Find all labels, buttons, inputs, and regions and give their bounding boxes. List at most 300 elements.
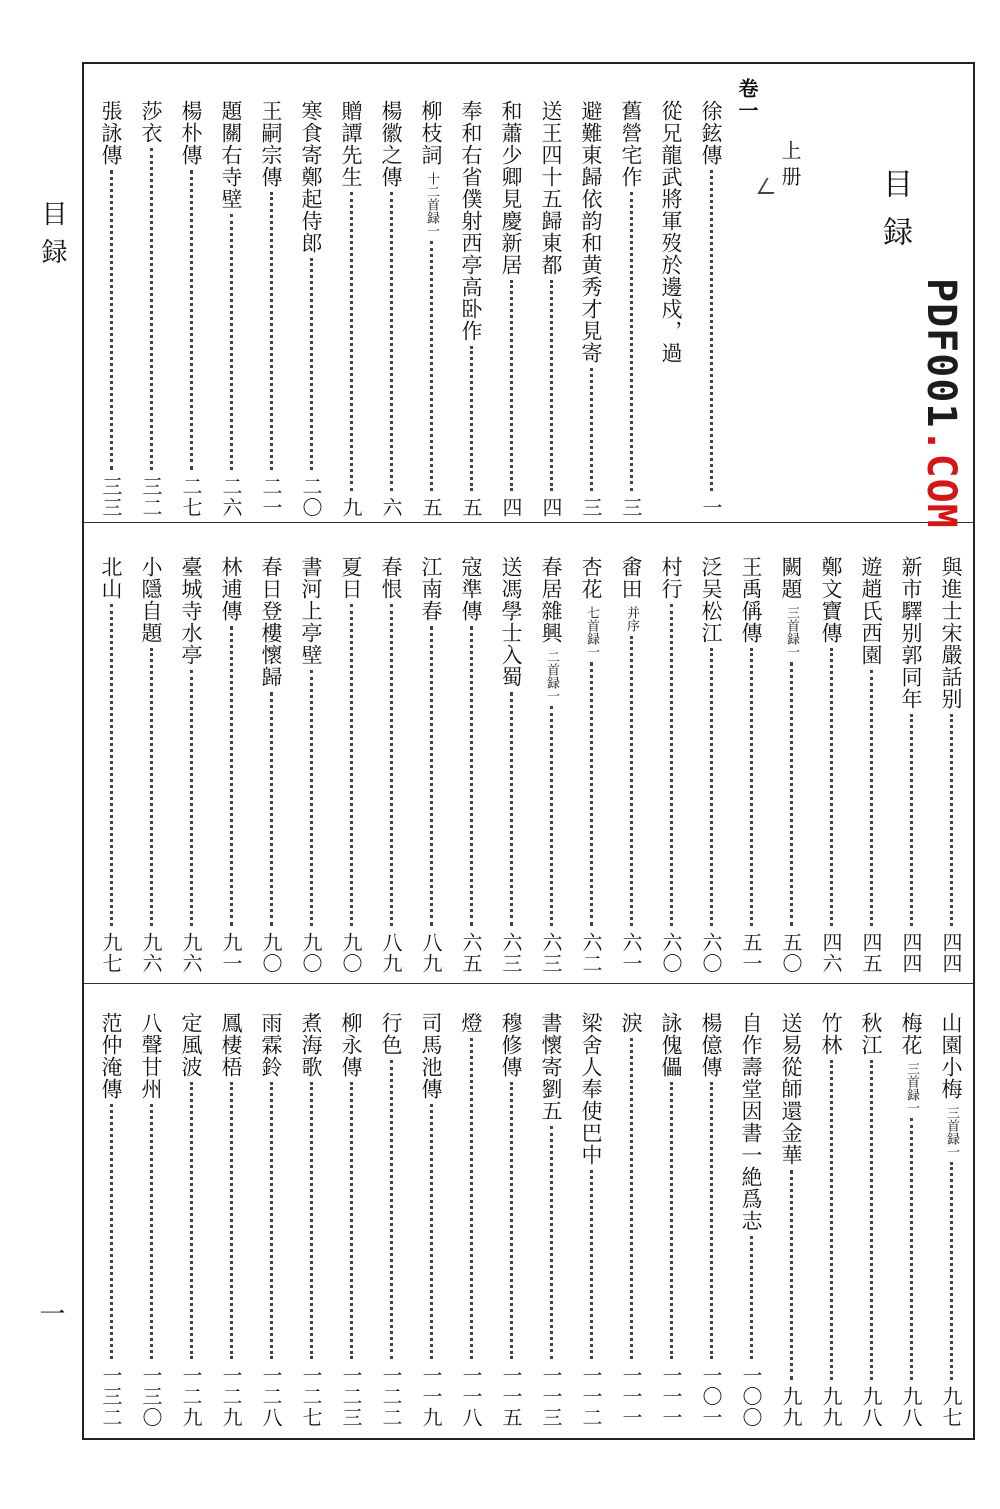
toc-entry <box>817 1012 845 1428</box>
toc-entry-title <box>137 1012 165 1100</box>
toc-entry-title <box>97 556 125 600</box>
toc-page-number: 八九 <box>379 932 403 974</box>
toc-entry-note: 三首録一 <box>904 1062 919 1114</box>
toc-entry-title-text: 闕題 <box>779 556 803 600</box>
toc-entry-title-text: 泛吴松江 <box>699 556 723 644</box>
toc-entry <box>257 556 285 974</box>
toc-entry-title <box>97 100 125 166</box>
toc-entry-title-text: 書河上亭壁 <box>299 556 323 666</box>
toc-leader-dots <box>710 648 713 926</box>
toc-entry-title <box>217 556 245 622</box>
toc-page-number: 九七 <box>939 1386 963 1428</box>
toc-entry <box>457 1012 485 1428</box>
toc-page-number: 一二二 <box>379 1365 403 1428</box>
toc-entry <box>137 100 165 518</box>
toc-entry-title-text: 燈 <box>459 1012 483 1034</box>
toc-entry-title-text: 夏日 <box>339 556 363 600</box>
toc-entry <box>737 556 765 974</box>
toc-entry-title-text: 寇準傳 <box>459 556 483 622</box>
toc-page-number: 五〇 <box>779 932 803 974</box>
toc-page-number: 九〇 <box>259 932 283 974</box>
toc-page-number: 一二八 <box>259 1365 283 1428</box>
toc-page-number: 九九 <box>779 1386 803 1428</box>
toc-entry-title-text: 秋江 <box>859 1012 883 1056</box>
toc-page-number: 一二七 <box>299 1365 323 1428</box>
volume-label: 上册 <box>778 140 802 192</box>
toc-entry-note: 三首録一 <box>944 1106 959 1158</box>
toc-page-number: 五一 <box>739 932 763 974</box>
toc-entry-title <box>297 1012 325 1078</box>
toc-entry-title-text: 自作壽堂因書一絶爲志 <box>739 1012 763 1232</box>
toc-entry <box>937 556 965 974</box>
toc-entry <box>697 556 725 974</box>
toc-entry-title-text: 春日登樓懷歸 <box>259 556 283 688</box>
toc-leader-dots <box>790 1170 793 1380</box>
toc-page-number: 五 <box>459 497 483 518</box>
toc-leader-dots <box>750 1236 753 1359</box>
toc-leader-dots <box>870 670 873 926</box>
toc-entry <box>617 100 645 518</box>
toc-entry-title-text: 煮海歌 <box>299 1012 323 1078</box>
toc-leader-dots <box>270 192 273 470</box>
toc-entry-title <box>537 1012 565 1122</box>
toc-entry-title-text: 穆修傳 <box>499 1012 523 1078</box>
toc-page-number: 九七 <box>99 932 123 974</box>
toc-leader-dots <box>350 1082 353 1359</box>
toc-entry-title <box>657 100 685 364</box>
toc-entry-title-text: 舊營宅作 <box>619 100 643 188</box>
toc-leader-dots <box>390 192 393 491</box>
toc-entry <box>297 556 325 974</box>
toc-page-number: 六三 <box>539 932 563 974</box>
toc-entry <box>537 1012 565 1428</box>
toc-page-number: 二六 <box>219 476 243 518</box>
toc-entry-title <box>577 100 605 364</box>
toc-entry <box>217 100 245 518</box>
toc-entry-title-text: 送馮學士入蜀 <box>499 556 523 688</box>
toc-entry-title-text: 春恨 <box>379 556 403 600</box>
toc-entry <box>217 556 245 974</box>
toc-entry-title-text: 淚 <box>619 1012 643 1034</box>
toc-entry <box>457 556 485 974</box>
toc-entry <box>617 1012 645 1428</box>
toc-entry-title <box>857 1012 885 1056</box>
toc-entry-title-text: 鳳棲梧 <box>219 1012 243 1078</box>
toc-page-number: 三 <box>619 497 643 518</box>
toc-entry-title-text: 竹林 <box>819 1012 843 1056</box>
toc-entry-title <box>257 100 285 188</box>
chapter-label: 卷一 <box>735 78 759 122</box>
toc-entry-note: 七首録一 <box>584 606 599 658</box>
toc-page-number: 一 <box>699 497 723 518</box>
toc-entry <box>857 556 885 974</box>
toc-entry-title-text: 與進士宋嚴話别 <box>939 556 963 710</box>
toc-entry-title <box>337 556 365 600</box>
toc-leader-dots <box>230 626 233 926</box>
toc-entry-title <box>897 556 925 710</box>
toc-leader-dots <box>670 604 673 926</box>
toc-entry-title <box>937 556 965 710</box>
toc-leader-dots <box>630 192 633 491</box>
toc-entry-title <box>697 100 725 166</box>
toc-page-number: 三三 <box>99 476 123 518</box>
toc-page-number: 四五 <box>859 932 883 974</box>
toc-page-number: 一一五 <box>499 1365 523 1428</box>
toc-leader-dots <box>710 170 713 491</box>
toc-page-number: 一〇〇 <box>739 1365 763 1428</box>
toc-entry-title <box>137 100 165 144</box>
toc-entry-title <box>457 100 485 342</box>
toc-leader-dots <box>470 346 473 491</box>
toc-entry <box>137 1012 165 1428</box>
toc-entry <box>697 1012 725 1428</box>
toc-entry-title-text: 梁舍人奉使巴中 <box>579 1012 603 1166</box>
toc-entry <box>97 100 125 518</box>
toc-entry-title-text: 畬田 <box>619 556 643 600</box>
toc-entry-title-text: 送王四十五歸東都 <box>539 100 563 276</box>
watermark-logo <box>918 278 964 529</box>
toc-entry-title-text: 寒食寄鄭起侍郎 <box>299 100 323 254</box>
toc-entry-title <box>897 1012 925 1114</box>
toc-entry <box>377 100 405 518</box>
toc-leader-dots <box>630 636 633 926</box>
toc-entry-title <box>737 556 765 644</box>
toc-entry <box>577 100 605 518</box>
toc-page-number: 九八 <box>859 1386 883 1428</box>
toc-page-number: 一二九 <box>179 1365 203 1428</box>
toc-entry-title <box>577 556 605 658</box>
toc-leader-dots <box>270 692 273 926</box>
toc-leader-dots <box>310 1082 313 1359</box>
toc-entry-title-text: 詠傀儡 <box>659 1012 683 1078</box>
toc-page-number: 一二九 <box>219 1365 243 1428</box>
toc-entry-title <box>497 1012 525 1078</box>
toc-entry-title <box>177 100 205 166</box>
toc-leader-dots <box>550 706 553 926</box>
toc-entry-title <box>777 556 805 658</box>
toc-entry-title <box>617 100 645 188</box>
toc-leader-dots <box>110 604 113 926</box>
toc-entry-title-text: 臺城寺水亭 <box>179 556 203 666</box>
toc-entry <box>377 1012 405 1428</box>
toc-entry-title-text: 八聲甘州 <box>139 1012 163 1100</box>
toc-page-number: 一三二 <box>99 1365 123 1428</box>
toc-leader-dots <box>390 1060 393 1359</box>
toc-entry-title-text: 雨霖鈴 <box>259 1012 283 1078</box>
toc-leader-dots <box>310 258 313 470</box>
toc-entry <box>897 1012 925 1428</box>
toc-leader-dots <box>350 604 353 926</box>
toc-entry <box>417 556 445 974</box>
toc-leader-dots <box>190 670 193 926</box>
toc-page-number: 九六 <box>139 932 163 974</box>
toc-leader-dots <box>310 670 313 926</box>
toc-page-number: 一一二 <box>579 1365 603 1428</box>
toc-entry-title-text: 避難東歸依韵和黄秀才見寄 <box>579 100 603 364</box>
toc-page-number: 三二 <box>139 476 163 518</box>
toc-entry-title-text: 北山 <box>99 556 123 600</box>
toc-leader-dots <box>150 1104 153 1359</box>
toc-entry <box>577 556 605 974</box>
toc-entry-title <box>417 100 445 237</box>
toc-entry-title-text: 定風波 <box>179 1012 203 1078</box>
toc-entry-title <box>137 556 165 644</box>
toc-entry-title <box>377 1012 405 1056</box>
toc-entry-title <box>497 100 525 276</box>
toc-entry <box>177 556 205 974</box>
toc-entry-title-text: 杏花 <box>579 556 603 600</box>
toc-entry <box>177 1012 205 1428</box>
toc-entry <box>657 556 685 974</box>
toc-page-number: 五 <box>419 497 443 518</box>
toc-leader-dots <box>430 626 433 926</box>
toc-page-number: 六 <box>379 497 403 518</box>
toc-entry <box>817 556 845 974</box>
toc-leader-dots <box>830 648 833 926</box>
toc-entry-title-text: 和蕭少卿見慶新居 <box>499 100 523 276</box>
toc-leader-dots <box>350 192 353 491</box>
toc-page-number: 九 <box>339 497 363 518</box>
toc-entry-title <box>537 556 565 702</box>
toc-entry-title <box>817 556 845 644</box>
margin-section-label: 目録 <box>37 200 67 276</box>
toc-leader-dots <box>630 1038 633 1359</box>
toc-entry-title <box>417 556 445 622</box>
toc-entry-title <box>657 1012 685 1078</box>
toc-entry-title-text: 書懷寄劉五 <box>539 1012 563 1122</box>
toc-entry-title <box>177 1012 205 1078</box>
toc-entry-title <box>257 556 285 688</box>
toc-entry <box>777 1012 805 1428</box>
toc-entry-note: 十二首録一 <box>424 172 439 237</box>
toc-entry-title-text: 題關右寺壁 <box>219 100 243 210</box>
toc-entry <box>617 556 645 974</box>
toc-entry <box>417 1012 445 1428</box>
toc-entry-title <box>657 556 685 600</box>
toc-entry-title-text: 奉和右省僕射西亭高卧作 <box>459 100 483 342</box>
toc-entry <box>457 100 485 518</box>
toc-page-number: 九八 <box>899 1386 923 1428</box>
toc-entry <box>497 556 525 974</box>
toc-page-number: 二〇 <box>299 476 323 518</box>
toc-entry-title <box>857 556 885 666</box>
toc-entry <box>257 100 285 518</box>
toc-entry-title <box>297 100 325 254</box>
toc-entry-title-text: 村行 <box>659 556 683 600</box>
toc-entry-title-text: 王禹偁傳 <box>739 556 763 644</box>
toc-entry <box>537 556 565 974</box>
toc-entry <box>497 100 525 518</box>
toc-entry-note: 并序 <box>624 606 639 632</box>
toc-page-number: 四六 <box>819 932 843 974</box>
toc-entry-title <box>377 556 405 600</box>
toc-leader-dots <box>710 1082 713 1359</box>
toc-entry-note: 三首録一 <box>784 606 799 658</box>
toc-entry <box>737 1012 765 1428</box>
toc-entry-title <box>697 556 725 644</box>
toc-entry <box>417 100 445 518</box>
toc-page-number: 一一九 <box>419 1365 443 1428</box>
toc-entry-title-text: 從兄龍武將軍歿於邊戍，過 <box>659 100 683 364</box>
watermark-text-b: .COM <box>918 428 964 529</box>
toc-page-number: 一〇一 <box>699 1365 723 1428</box>
toc-page-number: 二七 <box>179 476 203 518</box>
toc-entry <box>537 100 565 518</box>
toc-entry-title-text: 山園小梅 <box>939 1012 963 1100</box>
toc-entry-title-text: 贈譚先生 <box>339 100 363 188</box>
toc-entry-title <box>777 1012 805 1166</box>
toc-entry-title-text: 新市驛别郭同年 <box>899 556 923 710</box>
toc-leader-dots <box>550 280 553 491</box>
toc-entry <box>857 1012 885 1428</box>
toc-entry-title-text: 楊徽之傳 <box>379 100 403 188</box>
toc-page-number: 六〇 <box>699 932 723 974</box>
toc-leader-dots <box>590 1170 593 1359</box>
toc-leader-dots <box>870 1060 873 1380</box>
toc-entry-title <box>337 100 365 188</box>
toc-leader-dots <box>270 1082 273 1359</box>
toc-page-number: 四 <box>539 497 563 518</box>
section-divider <box>84 522 973 523</box>
toc-entry <box>897 556 925 974</box>
toc-entry-title-text: 司馬池傳 <box>419 1012 443 1100</box>
toc-entry-title-text: 莎衣 <box>139 100 163 144</box>
toc-entry-title <box>177 556 205 666</box>
toc-entry-title-text: 范仲淹傳 <box>99 1012 123 1100</box>
toc-leader-dots <box>230 1082 233 1359</box>
toc-entry-title <box>497 556 525 688</box>
toc-leader-dots <box>750 648 753 926</box>
toc-leader-dots <box>110 170 113 470</box>
toc-entry <box>337 100 365 518</box>
toc-entry-title-text: 遊趙氏西園 <box>859 556 883 666</box>
toc-leader-dots <box>830 1060 833 1380</box>
toc-leader-dots <box>470 626 473 926</box>
toc-entry-title <box>377 100 405 188</box>
toc-leader-dots <box>950 1162 953 1380</box>
toc-entry <box>497 1012 525 1428</box>
toc-leader-dots <box>910 1118 913 1380</box>
section-divider <box>84 983 973 984</box>
toc-entry <box>97 556 125 974</box>
toc-entry-title <box>617 556 645 632</box>
toc-entry-title <box>817 1012 845 1056</box>
toc-entry-title <box>297 556 325 666</box>
page-title: 目録 <box>877 168 912 264</box>
toc-leader-dots <box>590 368 593 491</box>
toc-page-number: 一三〇 <box>139 1365 163 1428</box>
toc-entry <box>257 1012 285 1428</box>
toc-entry <box>377 556 405 974</box>
margin-page-number: 一 <box>35 1300 65 1326</box>
toc-leader-dots <box>150 648 153 926</box>
toc-entry-title-text: 行色 <box>379 1012 403 1056</box>
toc-entry-title-text: 楊朴傳 <box>179 100 203 166</box>
toc-leader-dots <box>190 170 193 470</box>
toc-entry-title <box>217 1012 245 1078</box>
toc-entry-title-text: 楊億傳 <box>699 1012 723 1078</box>
toc-leader-dots <box>550 1126 553 1359</box>
toc-entry <box>657 1012 685 1428</box>
toc-page-number: 一一三 <box>539 1365 563 1428</box>
toc-entry-title <box>457 556 485 622</box>
toc-page-number: 四 <box>499 497 523 518</box>
toc-page-number: 六〇 <box>659 932 683 974</box>
toc-entry <box>937 1012 965 1428</box>
toc-page-number: 八九 <box>419 932 443 974</box>
toc-leader-dots <box>150 148 153 470</box>
toc-leader-dots <box>110 1104 113 1359</box>
toc-entry-title-text: 送易從師還金華 <box>779 1012 803 1166</box>
toc-entry-title <box>217 100 245 210</box>
toc-page-number: 六五 <box>459 932 483 974</box>
toc-entry <box>217 1012 245 1428</box>
toc-entry <box>297 100 325 518</box>
toc-entry <box>337 1012 365 1428</box>
toc-entry-title <box>697 1012 725 1078</box>
toc-leader-dots <box>430 1104 433 1359</box>
toc-leader-dots <box>790 662 793 926</box>
toc-entry <box>777 556 805 974</box>
toc-entry <box>97 1012 125 1428</box>
toc-entry-title-text: 王嗣宗傳 <box>259 100 283 188</box>
toc-entry-title <box>337 1012 365 1078</box>
toc-page-number: 九一 <box>219 932 243 974</box>
toc-leader-dots <box>190 1082 193 1359</box>
toc-page-number: 九九 <box>819 1386 843 1428</box>
toc-page-number: 六二 <box>579 932 603 974</box>
toc-entry-title <box>577 1012 605 1166</box>
toc-page-number: 一二三 <box>339 1365 363 1428</box>
toc-leader-dots <box>950 714 953 926</box>
toc-entry-title-text: 徐鉉傳 <box>699 100 723 166</box>
toc-page-number: 一一八 <box>459 1365 483 1428</box>
toc-entry <box>297 1012 325 1428</box>
toc-leader-dots <box>430 241 433 491</box>
toc-leader-dots <box>470 1038 473 1359</box>
toc-entry-title-text: 林逋傳 <box>219 556 243 622</box>
toc-page-number: 六三 <box>499 932 523 974</box>
toc-leader-dots <box>590 662 593 926</box>
toc-entry-title-text: 柳枝詞 <box>419 100 443 166</box>
toc-entry-title <box>417 1012 445 1100</box>
toc-entry-title-text: 江南春 <box>419 556 443 622</box>
toc-entry-title-text: 鄭文寶傳 <box>819 556 843 644</box>
toc-page-number: 九〇 <box>339 932 363 974</box>
toc-leader-dots <box>670 1082 673 1359</box>
toc-entry-title <box>737 1012 765 1232</box>
toc-entry <box>137 556 165 974</box>
toc-page-number: 四四 <box>899 932 923 974</box>
toc-entry-title-text: 梅花 <box>899 1012 923 1056</box>
toc-entry <box>177 100 205 518</box>
toc-page-number: 二一 <box>259 476 283 518</box>
toc-entry <box>657 100 685 518</box>
toc-leader-dots <box>510 1082 513 1359</box>
toc-entry-title <box>97 1012 125 1100</box>
toc-page-number: 九〇 <box>299 932 323 974</box>
toc-page-number: 四四 <box>939 932 963 974</box>
toc-entry-title <box>937 1012 965 1158</box>
watermark-text-a: PDF001 <box>918 278 964 429</box>
toc-entry-title-text: 春居雜興 <box>539 556 563 644</box>
toc-leader-dots <box>510 280 513 491</box>
toc-entry-title-text: 張詠傳 <box>99 100 123 166</box>
toc-leader-dots <box>510 692 513 926</box>
toc-entry-title <box>617 1012 645 1034</box>
toc-entry-title <box>257 1012 285 1078</box>
toc-page-number: 一一一 <box>659 1365 683 1428</box>
